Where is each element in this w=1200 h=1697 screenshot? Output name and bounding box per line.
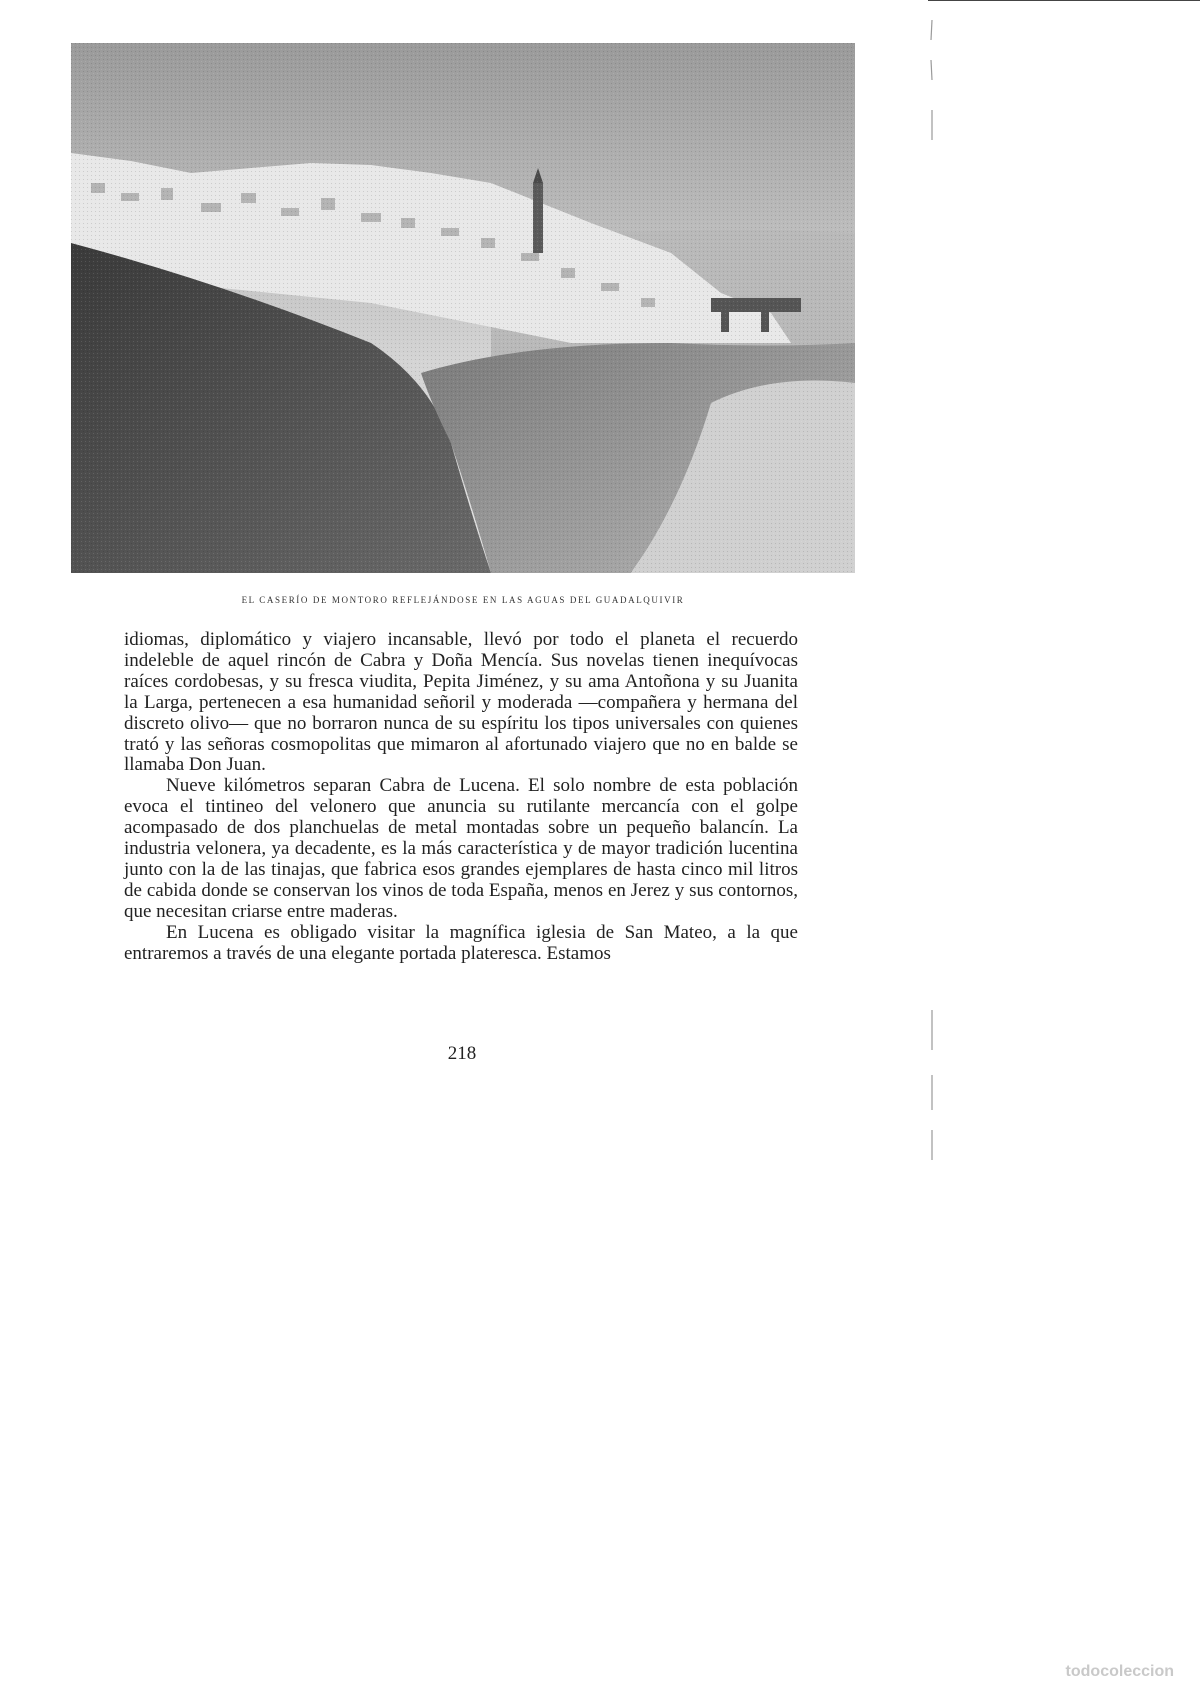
river-town-photograph-icon	[71, 43, 855, 573]
scan-edge-marks-icon	[922, 0, 942, 1697]
photo-caption: EL CASERÍO DE MONTORO REFLEJÁNDOSE EN LAS AGUAS DEL GUADALQUIVIR	[241, 595, 685, 605]
paragraph: Nueve kilómetros separan Cabra de Lucena. El solo nombre de esta población evoca el tintineo del velonero que anuncia su rutilante mercancía con el golpe acompasado de dos planchuelas de metal montadas sobre un pequeño balancín. La industria velonera, ya decadente, es la más característica y de mayor tradición lucentina junto con la de las tinajas, que fabrica esos grandes ejemplares de hasta cinco mil litros de cabida donde se conservan los vinos de toda España, menos en Jerez y sus contornos, que necesitan criarse entre maderas.	[124, 775, 798, 922]
body-text	[124, 630, 798, 965]
photograph	[71, 43, 855, 573]
scan-edge-line	[928, 0, 1200, 1]
page-number: 218	[447, 1043, 477, 1064]
watermark: todocoleccion	[1065, 1663, 1174, 1680]
paragraph: idiomas, diplomático y viajero incansable, llevó por todo el planeta el recuerdo indeleble de aquel rincón de Cabra y Doña Mencía. Sus novelas tienen inequívocas raíces cordobesas, y su fresca viudita, Pepita Jiménez, y su ama Antoñona y su Juanita la Larga, pertenecen a esa humanidad señoril y moderada —compañera y hermana del discreto olivo— que no borraron nunca de su espíritu los tipos universales con quienes trató y las señoras cosmopolitas que mimaron al afortunado viajero que no en balde se llamaba Don Juan.	[124, 629, 798, 776]
paragraph: En Lucena es obligado visitar la magnífica iglesia de San Mateo, a la que entraremos a través de una elegante portada plateresca. Estamos	[124, 921, 798, 964]
